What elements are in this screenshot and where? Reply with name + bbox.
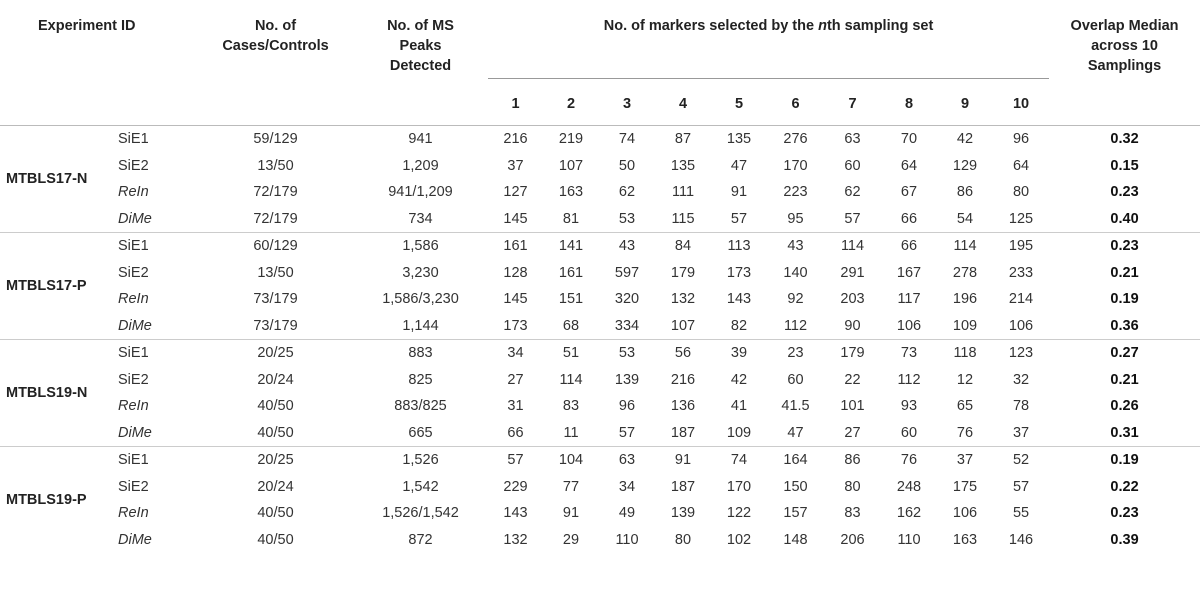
method-cell: ReIn: [118, 505, 149, 521]
marker-count-cell: 597: [614, 264, 640, 281]
marker-count-cell: 248: [896, 478, 922, 495]
marker-count-cell: 125: [993, 206, 1049, 233]
sampling-number-2: 2: [543, 79, 599, 126]
marker-count-cell: 114: [559, 371, 583, 388]
marker-count-cell: 66: [900, 238, 918, 254]
marker-count-cell: 56: [674, 345, 692, 361]
marker-count-cell: 320: [614, 291, 640, 307]
cases-controls-cell: 20/24: [257, 371, 294, 388]
marker-count-cell: 12: [956, 371, 974, 388]
cases-controls-cell: 20/24: [257, 478, 294, 495]
marker-count-cell: 132: [670, 291, 696, 307]
sampling-number-5: 5: [711, 79, 767, 126]
marker-count-cell: 87: [674, 131, 692, 147]
marker-count-cell: 64: [900, 157, 918, 174]
table-row: [0, 126, 1200, 153]
header-experiment-id: Experiment ID: [0, 0, 198, 126]
table-row: [0, 206, 1200, 233]
method-cell: SiE1: [118, 238, 149, 254]
ms-peaks-cell: 941/1,209: [388, 184, 453, 200]
ms-peaks-cell: 1,542: [402, 478, 439, 495]
marker-count-cell: 132: [503, 531, 528, 548]
cases-controls-cell: 73/179: [198, 313, 353, 340]
marker-count-cell: 170: [726, 478, 752, 495]
overlap-median-cell: 0.36: [1049, 313, 1200, 340]
overlap-median-cell: 0.21: [1110, 371, 1139, 388]
method-cell: ReIn: [118, 184, 149, 200]
marker-count-cell: 216: [670, 371, 696, 388]
marker-count-cell: 37: [993, 420, 1049, 447]
marker-count-cell: 83: [844, 505, 861, 521]
marker-count-cell: 41.5: [781, 398, 810, 414]
cases-controls-cell: 20/25: [257, 345, 294, 361]
marker-count-cell: 52: [1012, 452, 1030, 468]
marker-count-cell: 74: [618, 131, 636, 147]
marker-count-cell: 57: [507, 452, 524, 468]
marker-count-cell: 139: [670, 505, 696, 521]
marker-count-cell: 148: [783, 531, 808, 548]
marker-count-cell: 135: [726, 131, 752, 147]
sampling-number-1: 1: [488, 79, 543, 126]
table-row: [0, 527, 1200, 554]
table-row: [0, 313, 1200, 340]
table-row: [0, 179, 1200, 206]
marker-count-cell: 146: [1008, 531, 1034, 548]
marker-count-cell: 63: [618, 452, 636, 468]
sampling-number-10: 10: [993, 79, 1049, 126]
overlap-median-cell: 0.39: [1110, 531, 1139, 548]
ms-peaks-cell: 1,586/3,230: [382, 291, 459, 307]
cases-controls-cell: 13/50: [257, 157, 294, 174]
marker-count-cell: 170: [783, 157, 808, 174]
marker-count-cell: 161: [558, 264, 584, 281]
marker-count-cell: 291: [840, 264, 865, 281]
ms-peaks-cell: 1,209: [402, 157, 439, 174]
marker-count-cell: 86: [956, 184, 974, 200]
marker-count-cell: 140: [783, 264, 808, 281]
marker-count-cell: 127: [503, 184, 528, 200]
marker-count-cell: 151: [558, 291, 584, 307]
overlap-median-cell: 0.23: [1110, 184, 1139, 200]
method-cell: SiE2: [118, 264, 149, 281]
ms-peaks-cell: 1,526/1,542: [382, 505, 459, 521]
table-row: [0, 420, 1200, 447]
cases-controls-cell: 20/25: [257, 452, 294, 468]
marker-count-cell: 167: [896, 264, 922, 281]
marker-count-cell: 109: [937, 313, 993, 340]
overlap-median-cell: 0.19: [1110, 291, 1139, 307]
overlap-median-cell: 0.23: [1110, 238, 1139, 254]
marker-count-cell: 43: [618, 238, 636, 254]
marker-count-cell: 128: [503, 264, 528, 281]
marker-count-cell: 110: [897, 531, 921, 548]
sampling-number-4: 4: [655, 79, 711, 126]
marker-count-cell: 41: [730, 398, 748, 414]
marker-count-cell: 114: [840, 238, 865, 254]
marker-count-cell: 179: [670, 264, 696, 281]
ms-peaks-cell: 941: [408, 131, 433, 147]
marker-count-cell: 276: [783, 131, 808, 147]
marker-count-cell: 104: [558, 452, 584, 468]
marker-count-cell: 145: [488, 206, 543, 233]
table-row: [0, 286, 1200, 313]
marker-count-cell: 173: [726, 264, 752, 281]
marker-count-cell: 187: [655, 420, 711, 447]
marker-count-cell: 11: [543, 420, 599, 447]
cases-controls-cell: 72/179: [198, 206, 353, 233]
marker-count-cell: 22: [844, 371, 861, 388]
marker-count-cell: 122: [726, 505, 752, 521]
marker-count-cell: 123: [1008, 345, 1034, 361]
marker-count-cell: 229: [503, 478, 528, 495]
overlap-median-cell: 0.22: [1110, 478, 1139, 495]
table-row: [0, 340, 1200, 367]
cases-controls-cell: 40/50: [257, 505, 294, 521]
marker-count-cell: 82: [711, 313, 767, 340]
marker-count-cell: 86: [844, 452, 861, 468]
ms-peaks-cell: 1,526: [402, 452, 439, 468]
overlap-median-cell: 0.23: [1110, 505, 1139, 521]
marker-count-cell: 106: [993, 313, 1049, 340]
marker-count-cell: 143: [503, 505, 528, 521]
marker-count-cell: 29: [562, 531, 580, 548]
marker-count-cell: 106: [881, 313, 937, 340]
marker-count-cell: 91: [674, 452, 692, 468]
table-body: [0, 126, 1200, 554]
header-markers: No. of markers selected by the nth sampling set: [603, 18, 934, 34]
cases-controls-cell: 73/179: [253, 291, 298, 307]
marker-count-cell: 96: [1012, 131, 1030, 147]
marker-count-cell: 47: [767, 420, 824, 447]
cases-controls-cell: 60/129: [253, 238, 298, 254]
marker-count-cell: 47: [730, 157, 748, 174]
marker-count-cell: 163: [558, 184, 584, 200]
method-cell: SiE1: [118, 452, 149, 468]
marker-count-cell: 91: [730, 184, 748, 200]
table-row: [0, 474, 1200, 501]
sampling-number-7: 7: [824, 79, 881, 126]
marker-count-cell: 64: [1012, 157, 1030, 174]
marker-count-cell: 53: [618, 345, 636, 361]
marker-count-cell: 163: [952, 531, 978, 548]
marker-count-cell: 141: [558, 238, 584, 254]
marker-count-cell: 110: [615, 531, 639, 548]
marker-count-cell: 42: [956, 131, 974, 147]
marker-count-cell: 206: [840, 531, 865, 548]
marker-count-cell: 112: [767, 313, 824, 340]
marker-count-cell: 139: [614, 371, 640, 388]
marker-count-cell: 49: [618, 505, 636, 521]
cases-controls-cell: 59/129: [253, 131, 298, 147]
marker-count-cell: 161: [503, 238, 528, 254]
marker-count-cell: 77: [562, 478, 580, 495]
method-cell: ReIn: [118, 291, 149, 307]
marker-count-cell: 106: [952, 505, 978, 521]
method-cell: SiE2: [118, 157, 149, 174]
marker-count-cell: 68: [543, 313, 599, 340]
marker-count-cell: 51: [562, 345, 580, 361]
marker-count-cell: 23: [787, 345, 804, 361]
marker-count-cell: 62: [618, 184, 636, 200]
method-cell: SiE2: [118, 478, 149, 495]
marker-count-cell: 233: [1008, 264, 1034, 281]
marker-count-cell: 129: [952, 157, 978, 174]
sampling-number-8: 8: [881, 79, 937, 126]
marker-count-cell: 157: [783, 505, 808, 521]
marker-count-cell: 32: [1012, 371, 1030, 388]
experiment-id-cell: MTBLS17-N: [0, 126, 118, 233]
ms-peaks-cell: 825: [408, 371, 433, 388]
marker-count-cell: 60: [787, 371, 804, 388]
method-cell: DiMe: [118, 531, 152, 548]
marker-count-cell: 34: [507, 345, 524, 361]
marker-count-cell: 93: [900, 398, 918, 414]
marker-count-cell: 57: [1012, 478, 1030, 495]
marker-count-cell: 42: [730, 371, 748, 388]
marker-count-cell: 39: [730, 345, 748, 361]
marker-count-cell: 63: [844, 131, 861, 147]
marker-count-cell: 80: [844, 478, 861, 495]
ms-peaks-cell: 734: [353, 206, 488, 233]
marker-count-cell: 80: [1012, 184, 1030, 200]
marker-count-cell: 334: [599, 313, 655, 340]
marker-count-cell: 203: [840, 291, 865, 307]
marker-count-cell: 74: [730, 452, 748, 468]
header-overlap: Overlap Median across 10 Samplings: [1049, 0, 1200, 126]
ms-peaks-cell: 883: [408, 345, 433, 361]
marker-count-cell: 109: [711, 420, 767, 447]
method-cell: SiE1: [118, 345, 149, 361]
marker-count-cell: 136: [670, 398, 696, 414]
marker-count-cell: 145: [503, 291, 528, 307]
header-cases-controls: No. of Cases/Controls: [198, 0, 353, 126]
marker-count-cell: 95: [767, 206, 824, 233]
marker-count-cell: 76: [937, 420, 993, 447]
marker-count-cell: 83: [562, 398, 580, 414]
marker-count-cell: 101: [840, 398, 865, 414]
marker-count-cell: 60: [844, 157, 861, 174]
marker-count-cell: 114: [953, 238, 977, 254]
method-cell: ReIn: [118, 398, 149, 414]
marker-count-cell: 57: [599, 420, 655, 447]
cases-controls-cell: 40/50: [257, 398, 294, 414]
table-row: [0, 500, 1200, 527]
experiment-id-cell: MTBLS17-P: [0, 233, 118, 340]
marker-count-cell: 70: [900, 131, 918, 147]
marker-count-cell: 53: [599, 206, 655, 233]
marker-count-cell: 216: [503, 131, 528, 147]
marker-count-cell: 102: [726, 531, 752, 548]
ms-peaks-cell: 3,230: [402, 264, 439, 281]
method-cell: DiMe: [118, 313, 198, 340]
table-row: [0, 233, 1200, 260]
sampling-number-6: 6: [767, 79, 824, 126]
marker-count-cell: 81: [543, 206, 599, 233]
overlap-median-cell: 0.27: [1110, 345, 1139, 361]
method-cell: SiE1: [118, 131, 149, 147]
marker-count-cell: 92: [787, 291, 804, 307]
marker-count-cell: 164: [783, 452, 808, 468]
sampling-number-3: 3: [599, 79, 655, 126]
marker-count-cell: 80: [674, 531, 692, 548]
cases-controls-cell: 40/50: [198, 420, 353, 447]
marker-count-cell: 43: [787, 238, 804, 254]
marker-count-cell: 84: [674, 238, 692, 254]
marker-count-cell: 27: [824, 420, 881, 447]
marker-count-cell: 78: [1012, 398, 1030, 414]
marker-count-cell: 107: [558, 157, 584, 174]
marker-count-cell: 223: [783, 184, 808, 200]
sampling-number-9: 9: [937, 79, 993, 126]
marker-count-cell: 96: [618, 398, 636, 414]
marker-count-cell: 62: [844, 184, 861, 200]
marker-count-cell: 27: [507, 371, 524, 388]
marker-count-cell: 173: [488, 313, 543, 340]
marker-count-cell: 73: [900, 345, 918, 361]
table-row: [0, 367, 1200, 394]
overlap-median-cell: 0.32: [1110, 131, 1139, 147]
marker-count-cell: 55: [1012, 505, 1030, 521]
marker-count-cell: 196: [952, 291, 978, 307]
method-cell: SiE2: [118, 371, 149, 388]
marker-count-cell: 117: [897, 291, 921, 307]
marker-count-cell: 65: [956, 398, 974, 414]
ms-peaks-cell: 1,586: [402, 238, 439, 254]
marker-count-cell: 90: [824, 313, 881, 340]
method-cell: DiMe: [118, 206, 198, 233]
ms-peaks-cell: 872: [408, 531, 433, 548]
table-header: [0, 0, 1200, 126]
marker-count-cell: 115: [655, 206, 711, 233]
marker-count-cell: 107: [655, 313, 711, 340]
marker-count-cell: 195: [1008, 238, 1034, 254]
marker-count-cell: 113: [727, 238, 751, 254]
cases-controls-cell: 40/50: [257, 531, 294, 548]
ms-peaks-cell: 1,144: [353, 313, 488, 340]
marker-count-cell: 66: [881, 206, 937, 233]
table-row: [0, 393, 1200, 420]
header-ms-peaks: No. of MS Peaks Detected: [353, 0, 488, 126]
marker-count-cell: 214: [1008, 291, 1034, 307]
table-row: [0, 153, 1200, 180]
overlap-median-cell: 0.19: [1110, 452, 1139, 468]
marker-count-cell: 37: [956, 452, 974, 468]
marker-count-cell: 135: [670, 157, 696, 174]
marker-count-cell: 54: [937, 206, 993, 233]
marker-count-cell: 57: [824, 206, 881, 233]
experiment-id-cell: MTBLS19-P: [6, 491, 87, 508]
overlap-median-cell: 0.26: [1110, 398, 1139, 414]
marker-count-cell: 219: [558, 131, 584, 147]
marker-count-cell: 175: [952, 478, 978, 495]
table-row: [0, 260, 1200, 287]
marker-count-cell: 118: [953, 345, 977, 361]
marker-count-cell: 31: [507, 398, 524, 414]
overlap-median-cell: 0.40: [1049, 206, 1200, 233]
marker-count-cell: 111: [671, 184, 695, 200]
ms-peaks-cell: 883/825: [394, 398, 447, 414]
marker-count-cell: 67: [900, 184, 918, 200]
overlap-median-cell: 0.21: [1110, 264, 1139, 281]
ms-peaks-cell: 665: [353, 420, 488, 447]
cases-controls-cell: 72/179: [253, 184, 298, 200]
cases-controls-cell: 13/50: [257, 264, 294, 281]
marker-count-cell: 150: [783, 478, 808, 495]
experiment-id-cell: MTBLS19-N: [0, 340, 118, 447]
marker-count-cell: 34: [618, 478, 636, 495]
marker-count-cell: 50: [618, 157, 636, 174]
marker-count-cell: 143: [726, 291, 752, 307]
marker-count-cell: 162: [896, 505, 922, 521]
method-cell: DiMe: [118, 420, 198, 447]
marker-count-cell: 112: [897, 371, 921, 388]
marker-count-cell: 37: [507, 157, 524, 174]
marker-count-cell: 76: [900, 452, 918, 468]
marker-count-cell: 66: [488, 420, 543, 447]
marker-count-cell: 278: [952, 264, 978, 281]
marker-count-cell: 60: [881, 420, 937, 447]
overlap-median-cell: 0.15: [1110, 157, 1139, 174]
table-row: [0, 447, 1200, 474]
marker-count-cell: 91: [562, 505, 580, 521]
marker-count-cell: 179: [840, 345, 865, 361]
overlap-median-cell: 0.31: [1049, 420, 1200, 447]
marker-count-cell: 57: [711, 206, 767, 233]
marker-count-cell: 187: [670, 478, 696, 495]
